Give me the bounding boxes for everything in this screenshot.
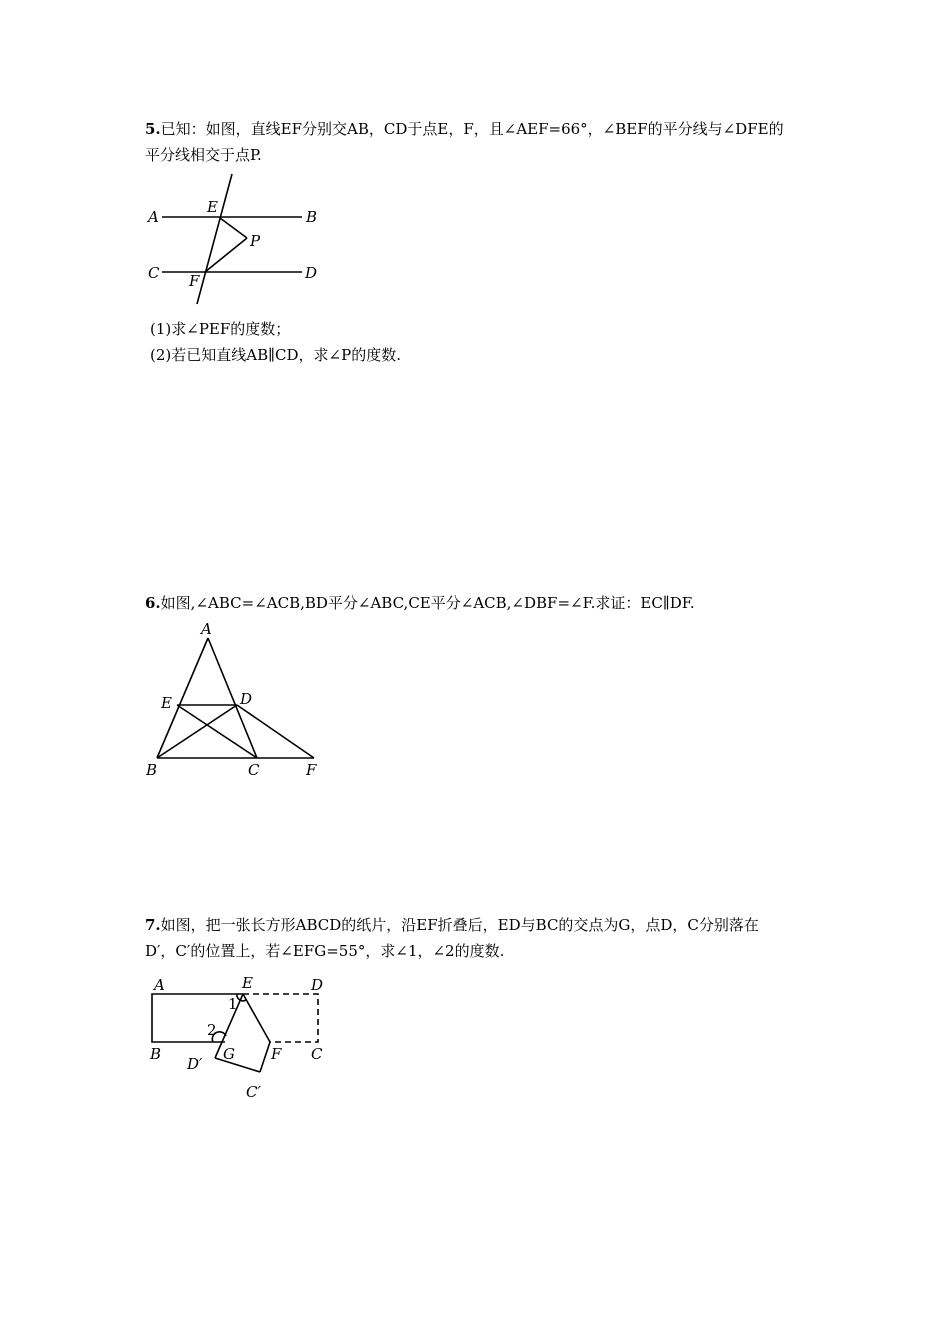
label-p: P — [250, 232, 261, 250]
label-a: A — [148, 208, 159, 226]
label-b: B — [146, 761, 158, 779]
label-e: E — [207, 198, 218, 216]
label-c: C — [248, 761, 260, 779]
problem-7-line-2: D′，C′的位置上，若∠EFG=55°，求∠1，∠2的度数. — [145, 942, 505, 960]
segment-d-prime-c-prime — [215, 1058, 260, 1072]
label-c-prime: C′ — [246, 1083, 261, 1101]
problem-6-figure — [140, 618, 340, 783]
problem-6-number: 6. — [145, 594, 161, 612]
problem-7-figure — [140, 970, 340, 1105]
label-c: C — [311, 1045, 323, 1063]
problem-5-question-2: (2)若已知直线AB∥CD，求∠P的度数. — [150, 346, 401, 364]
label-f: F — [271, 1045, 282, 1063]
problem-5-figure — [140, 170, 330, 310]
segment-ce — [177, 705, 257, 758]
label-a: A — [154, 976, 165, 994]
problem-5-line-1: 已知：如图，直线EF分别交AB，CD于点E，F，且∠AEF=66°，∠BEF的平分线与∠DFE的 — [160, 120, 784, 138]
problem-5-statement — [145, 116, 784, 168]
problem-5-questions — [150, 316, 401, 368]
label-f: F — [306, 761, 317, 779]
line-ef — [197, 174, 232, 304]
label-g: G — [223, 1045, 235, 1063]
problem-7-number: 7. — [145, 916, 161, 934]
problem-5-number: 5. — [145, 120, 161, 138]
problem-7-line-1: 如图，把一张长方形ABCD的纸片，沿EF折叠后，ED与BC的交点为G，点D，C分别落在 — [160, 916, 759, 934]
label-d: D — [311, 976, 324, 994]
problem-5-line-2: 平分线相交于点P. — [145, 146, 262, 164]
label-d-prime: D′ — [187, 1055, 203, 1073]
label-angle-2: 2 — [207, 1021, 217, 1039]
problem-5-question-1: (1)求∠PEF的度数； — [150, 320, 291, 338]
fold-line-ef — [243, 994, 270, 1042]
label-c: C — [148, 264, 160, 282]
problem-7-statement — [145, 912, 759, 964]
label-d: D — [305, 264, 318, 282]
label-f: F — [189, 272, 200, 290]
segment-df — [237, 705, 314, 758]
label-e: E — [242, 974, 253, 992]
problem-6-line-1: 如图,∠ABC=∠ACB,BD平分∠ABC,CE平分∠ACB,∠DBF=∠F.求证：EC∥DF. — [160, 594, 695, 612]
segment-ep — [220, 218, 247, 238]
problem-6-statement — [145, 590, 695, 616]
segment-c-prime-f — [260, 1042, 270, 1072]
label-a: A — [201, 620, 212, 638]
label-e: E — [161, 694, 172, 712]
label-angle-1: 1 — [228, 995, 238, 1013]
label-b: B — [306, 208, 318, 226]
segment-fp — [205, 238, 247, 272]
label-d: D — [240, 690, 253, 708]
rectangle-dashed-part — [243, 994, 318, 1042]
label-b: B — [150, 1045, 162, 1063]
